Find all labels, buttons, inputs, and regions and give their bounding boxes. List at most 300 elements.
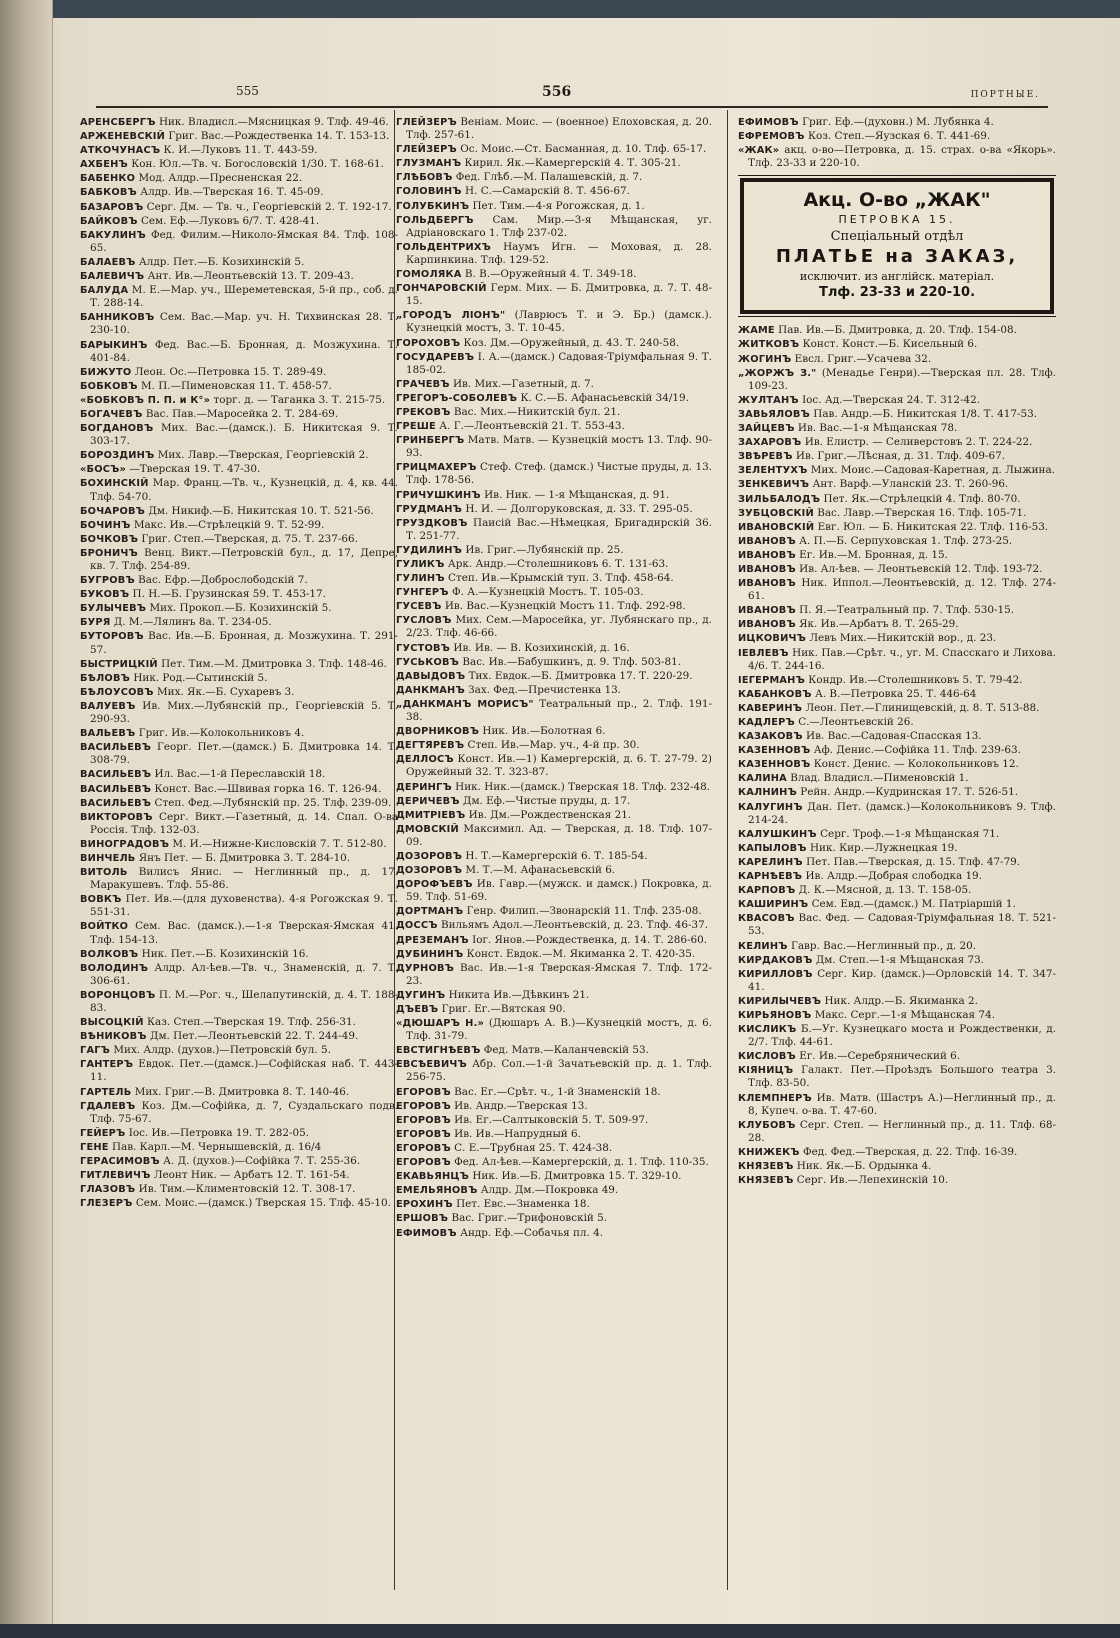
entry-name: ГУСЬКОВЪ	[396, 656, 460, 668]
entry-details: Ник. Пет.—Б. Козихинскій 16.	[138, 947, 309, 960]
directory-entry	[80, 1086, 398, 1099]
directory-entry	[80, 1016, 398, 1029]
entry-details: Аф. Денис.—Софійка 11. Тлф. 239-63.	[810, 744, 1021, 757]
entry-name: КАЛУШКИНЪ	[738, 828, 817, 840]
entry-name: ГРУДМАНЪ	[396, 503, 463, 515]
entry-details: Алдр. Пет.—Б. Козихинскій 5.	[135, 255, 305, 268]
directory-entry	[738, 563, 1056, 576]
entry-details: Ив. Елистр. — Селиверстовъ 2. Т. 224-22.	[801, 436, 1033, 449]
entry-name: БОЧАРОВЪ	[80, 505, 146, 517]
entry-details: Тих. Евдок.—Б. Дмитровка 17. Т. 220-29.	[465, 669, 693, 682]
entry-details: Ник. Алдр.—Б. Якиманка 2.	[821, 994, 978, 1007]
entry-details: Ник. Ив.—Б. Дмитровка 15. Т. 329-10.	[469, 1170, 682, 1183]
entry-name: КАБАНКОВЪ	[738, 688, 812, 700]
directory-entry	[738, 116, 1056, 129]
entry-details: Матв. Матв. — Кузнецкій мостъ 13. Тлф. 90-93.	[406, 434, 712, 460]
entry-name: КЕЛИНЪ	[738, 940, 788, 952]
directory-entry	[738, 618, 1056, 631]
entry-details: Ив. Мих.—Газетный, д. 7.	[449, 377, 594, 390]
directory-entry	[80, 962, 398, 988]
column-3-entries	[738, 324, 1056, 1187]
entry-name: КАШИРИНЪ	[738, 899, 809, 911]
entry-name: ЖАМЕ	[738, 325, 775, 337]
entry-name: ЕФИМОВЪ	[396, 1227, 457, 1239]
entry-name: КИРИЛЫЧЕВЪ	[738, 995, 822, 1007]
entry-details: Андр. Еф.—Собачья пл. 4.	[456, 1226, 604, 1239]
entry-details: Ник. Ник.—(дамск.) Тверская 18. Тлф. 232-48.	[451, 780, 711, 793]
entry-details: Конст. Конст.—Б. Кисельный 6.	[799, 338, 978, 351]
entry-name: ИВАНОВЪ	[738, 535, 796, 547]
directory-entry	[738, 688, 1056, 701]
entry-name: БАЛЕВИЧЪ	[80, 271, 145, 283]
entry-details: Іос. Ив.—Петровка 19. Т. 282-05.	[125, 1126, 310, 1139]
entry-details: Вас. Ег.—Срѣт. ч., 1-й Знаменскій 18.	[450, 1085, 661, 1098]
directory-entry	[396, 642, 712, 655]
directory-entry	[738, 130, 1056, 143]
entry-name: ЕФИМОВЪ	[738, 117, 799, 128]
entry-name: БУГРОВЪ	[80, 575, 135, 587]
directory-entry	[396, 157, 712, 170]
entry-details: Фед. Глѣб.—М. Палашевскій, д. 7.	[452, 171, 643, 184]
entry-name: ГЕЙЕРЪ	[80, 1127, 126, 1139]
entry-name: ГЛЕЙЗЕРЪ	[396, 144, 457, 156]
directory-entry	[80, 1183, 398, 1196]
directory-entry	[80, 602, 398, 615]
entry-name: БИЖУТО	[80, 366, 132, 378]
entry-name: ДУРНОВЪ	[396, 962, 455, 974]
entry-name: КИРЬЯНОВЪ	[738, 1009, 812, 1021]
entry-details: Макс. Серг.—1-я Мѣщанская 74.	[811, 1008, 995, 1021]
entry-details: Ник. Род.—Сытинскій 5.	[130, 671, 268, 684]
entry-name: ЗАВЬЯЛОВЪ	[738, 408, 810, 420]
entry-name: КАЛУГИНЪ	[738, 801, 803, 813]
entry-details: Пет. Евс.—Знаменка 18.	[452, 1198, 590, 1211]
directory-entry	[396, 1044, 712, 1057]
entry-details: Ник. Ив.—Болотная 6.	[479, 725, 606, 738]
entry-details: Сем. Евд.—(дамск.) М. Патріаршій 1.	[808, 898, 1016, 911]
directory-entry	[738, 744, 1056, 757]
entry-name: ГОСУДАРЕВЪ	[396, 351, 475, 363]
entry-details: Ил. Вас.—1-й Переславскій 18.	[151, 768, 326, 781]
entry-details: торг. д. — Таганка 3. Т. 215-75.	[210, 393, 386, 406]
entry-name: ЖУЛТАНЪ	[738, 394, 799, 406]
directory-entry	[396, 282, 712, 308]
directory-entry	[738, 535, 1056, 548]
entry-details: Н. Т.—Камергерскій 6. Т. 185-54.	[462, 849, 648, 862]
entry-name: ДЕРИЧЕВЪ	[396, 795, 460, 807]
entry-name: ВАСИЛЬЕВЪ	[80, 742, 152, 754]
entry-name: БѢЛОУСОВЪ	[80, 686, 154, 698]
entry-name: КИСЛИКЪ	[738, 1024, 797, 1036]
entry-name: КАВЕРИНЪ	[738, 702, 803, 714]
entry-details: Вас. Фед. — Садовая-Тріумфальная 18. Т. 521-53.	[748, 912, 1056, 938]
entry-name: ЕГОРОВЪ	[396, 1157, 451, 1169]
entry-name: ИВАНОВСКІЙ	[738, 521, 815, 533]
entry-details: Янъ Пет. — Б. Дмитровка 3. Т. 284-10.	[135, 851, 351, 864]
directory-entry	[80, 505, 398, 518]
entry-name: ГАНТЕРЪ	[80, 1059, 134, 1071]
entry-details: Ф. А.—Кузнецкій Мостъ. Т. 105-03.	[448, 586, 644, 599]
entry-name: ГОМОЛЯКА	[396, 269, 462, 281]
entry-details: Ник. Владисл.—Мясницкая 9. Тлф. 49-46.	[155, 116, 389, 128]
directory-entry	[396, 1198, 712, 1211]
entry-details: Вас. Пав.—Маросейка 2. Т. 284-69.	[142, 407, 339, 420]
entry-name: ВАСИЛЬЕВЪ	[80, 797, 152, 809]
directory-entry	[738, 394, 1056, 407]
entry-details: Степ. Ив.—Крымскій туп. 3. Тлф. 458-64.	[444, 572, 674, 585]
directory-entry	[738, 1050, 1056, 1063]
entry-name: ВОРОНЦОВЪ	[80, 989, 156, 1001]
directory-entry	[396, 600, 712, 613]
entry-details: Фед. Матв.—Каланчевскій 53.	[480, 1044, 649, 1057]
entry-name: ГЛЕЗЕРЪ	[80, 1198, 133, 1210]
entry-name: ЕВСТИГНѢЕВЪ	[396, 1045, 481, 1057]
entry-details: Дан. Пет. (дамск.)—Колокольниковъ 9. Тлф. 214-24.	[748, 800, 1056, 826]
directory-entry	[80, 1127, 398, 1140]
entry-name: ВИНОГРАДОВЪ	[80, 838, 170, 850]
directory-entry	[80, 229, 398, 255]
entry-details: М. Е.—Мар. уч., Шереметевская, 5-й пр., соб. д. Т. 288-14.	[90, 284, 398, 310]
entry-name: ВИТОЛЬ	[80, 867, 128, 879]
entry-details: Іог. Янов.—Рождественка, д. 14. Т. 286-60.	[468, 933, 708, 946]
entry-details: Дм. Пет.—Леонтьевскій 22. Т. 244-49.	[146, 1030, 359, 1043]
entry-name: ГИТЛЕВИЧЪ	[80, 1170, 151, 1182]
entry-name: ВѢНИКОВЪ	[80, 1031, 147, 1043]
directory-entry	[738, 507, 1056, 520]
directory-column-2	[396, 116, 712, 1586]
entry-name: ВЫСОЦКІЙ	[80, 1017, 144, 1029]
entry-details: Мих. Прокоп.—Б. Козихинскій 5.	[146, 602, 332, 615]
column-divider	[727, 110, 728, 1590]
entry-name: ЗАХАРОВЪ	[738, 437, 802, 449]
entry-details: Левъ Мих.—Никитскій вор., д. 23.	[806, 632, 997, 645]
directory-entry	[738, 786, 1056, 799]
entry-name: ГОНЧАРОВСКІЙ	[396, 283, 487, 295]
entry-name: ЕКАВЬЯНЦЪ	[396, 1171, 470, 1183]
entry-details: Фед. Филим.—Николо-Ямская 84. Тлф. 108-65.	[90, 228, 398, 254]
directory-entry	[738, 954, 1056, 967]
entry-details: Серг. Троф.—1-я Мѣщанская 71.	[816, 827, 1000, 840]
previous-page-number: 555	[236, 84, 259, 98]
directory-entry	[396, 214, 712, 240]
directory-entry	[738, 674, 1056, 687]
entry-name: БАКУЛИНЪ	[80, 229, 146, 241]
directory-entry	[396, 1114, 712, 1127]
directory-entry	[738, 856, 1056, 869]
entry-name: ВАЛЬЕВЪ	[80, 728, 136, 740]
directory-entry	[80, 339, 398, 365]
entry-name: ГУДИЛИНЪ	[396, 544, 463, 556]
directory-entry	[396, 1086, 712, 1099]
entry-name: ДАВЫДОВЪ	[396, 670, 466, 682]
directory-entry	[738, 632, 1056, 645]
directory-entry	[80, 547, 398, 573]
entry-details: Алдр. Дм.—Покровка 49.	[477, 1184, 619, 1197]
entry-details: Ив. Ив. — В. Козихинскій, д. 16.	[450, 641, 630, 654]
entry-name: „ЖОРЖЪ З."	[738, 367, 817, 379]
directory-entry	[738, 1160, 1056, 1173]
entry-name: „ДАНКМАНЪ МОРИСЪ"	[396, 698, 534, 710]
directory-entry	[738, 464, 1056, 477]
directory-entry	[396, 143, 712, 156]
entry-details: Ег. Ив.—М. Бронная, д. 15.	[795, 548, 948, 561]
entry-name: «БОСЪ»	[80, 464, 127, 476]
directory-entry	[738, 870, 1056, 883]
entry-name: КАРПОВЪ	[738, 885, 796, 897]
directory-entry	[80, 144, 398, 157]
directory-entry	[80, 519, 398, 532]
directory-column-1	[80, 116, 398, 1586]
directory-entry	[80, 215, 398, 228]
directory-entry	[80, 574, 398, 587]
entry-details: Коз. Дм.—Оружейный, д. 43. Т. 240-58.	[460, 336, 680, 349]
entry-name: «БОБКОВЪ П. П. и К°»	[80, 394, 211, 406]
directory-entry	[396, 241, 712, 267]
entry-details: Ив. Тим.—Климентовскій 12. Т. 308-17.	[135, 1183, 356, 1196]
entry-details: Алдр. Ал-ѣев.—Тв. ч., Знаменскій, д. 7. Т. 306-61.	[90, 961, 398, 987]
entry-name: АТКОЧУНАСЪ	[80, 145, 161, 157]
directory-entry	[80, 394, 398, 407]
entry-details: Ник. Кир.—Лужнецкая 19.	[806, 841, 958, 854]
entry-name: ГУЛИНЪ	[396, 573, 445, 585]
directory-entry	[396, 1128, 712, 1141]
directory-entry	[738, 647, 1056, 673]
entry-details: Пет. Як.—Стрѣлецкій 4. Тлф. 80-70.	[820, 492, 1021, 505]
entry-name: ИВАНОВЪ	[738, 605, 796, 617]
directory-entry	[738, 478, 1056, 491]
directory-entry	[80, 130, 398, 143]
directory-entry	[396, 878, 712, 904]
entry-name: БОЧКОВЪ	[80, 533, 139, 545]
entry-name: БѢЛОВЪ	[80, 672, 131, 684]
entry-details: Ив. Ал-ѣев. — Леонтьевскій 12. Тлф. 193-72.	[795, 562, 1043, 575]
directory-entry	[396, 185, 712, 198]
entry-details: Григ. Ег.—Вятская 90.	[438, 1003, 566, 1015]
entry-details: Вас. Ив.—Б. Бронная, д. Мозжухина. Т. 291-57.	[90, 630, 398, 656]
page-header	[96, 84, 1048, 106]
entry-name: КАЗЕННОВЪ	[738, 745, 811, 757]
column-3-top-entries	[738, 116, 1056, 170]
entry-details: (Менадье Генри).—Тверская пл. 28. Тлф. 109-23.	[748, 366, 1056, 392]
entry-details: Д. К.—Мясной, д. 13. Т. 158-05.	[795, 884, 972, 897]
entry-name: БАННИКОВЪ	[80, 312, 155, 324]
top-edge	[0, 0, 1120, 18]
entry-details: Арк. Андр.—Столешниковъ 6. Т. 131-63.	[444, 558, 669, 570]
directory-entry	[738, 1119, 1056, 1145]
directory-entry	[396, 1017, 712, 1043]
entry-name: ДОРОФЪЕВЪ	[396, 879, 473, 891]
directory-entry	[396, 753, 712, 779]
directory-entry	[80, 1100, 398, 1126]
entry-name: «ЖАК»	[738, 145, 780, 157]
entry-name: ГЛЕЙЗЕРЪ	[396, 117, 457, 128]
directory-entry	[80, 380, 398, 393]
entry-name: ДРЕЗЕМАНЪ	[396, 934, 469, 946]
entry-name: ДВОРНИКОВЪ	[396, 726, 480, 738]
directory-entry	[738, 940, 1056, 953]
entry-details: К. И.—Луковъ 11. Т. 443-59.	[160, 144, 318, 157]
directory-entry	[396, 1212, 712, 1225]
previous-page-gutter	[0, 0, 53, 1638]
entry-details: Мод. Алдр.—Пресненская 22.	[135, 172, 303, 185]
entry-name: ГРИЧУШКИНЪ	[396, 489, 481, 501]
entry-name: ДУБИНИНЪ	[396, 948, 464, 960]
entry-name: ЗВѢРЕВЪ	[738, 451, 793, 463]
entry-details: Ив. Григ.—Лѣсная, д. 31. Тлф. 409-67.	[792, 450, 1006, 463]
directory-entry	[738, 758, 1056, 771]
directory-entry	[80, 811, 398, 837]
entry-name: ГРЕШЕ	[396, 421, 436, 433]
entry-details: Евсл. Григ.—Усачева 32.	[791, 352, 932, 365]
entry-details: Абр. Сол.—1-й Зачатьевскій пр. д. 1. Тлф. 256-75.	[406, 1058, 712, 1084]
entry-name: КНЯЗЕВЪ	[738, 1161, 794, 1172]
entry-name: КАЛНИНЪ	[738, 787, 797, 799]
directory-entry	[396, 934, 712, 947]
entry-name: ДЕЛЛОСЪ	[396, 754, 454, 766]
entry-name: БОРОЗДИНЪ	[80, 450, 155, 462]
directory-entry	[396, 1227, 712, 1240]
entry-details: Галакт. Пет.—Проѣздъ Большого театра 3. Тлф. 83-50.	[748, 1064, 1056, 1090]
entry-name: БОГАЧЕВЪ	[80, 408, 143, 420]
entry-details: Георг. Пет.—(дамск.) Б. Дмитровка 14. Т. 308-79.	[90, 741, 398, 767]
directory-entry	[396, 670, 712, 683]
entry-details: Каз. Степ.—Тверская 19. Тлф. 256-31.	[143, 1016, 356, 1029]
entry-name: ВОЛОДИНЪ	[80, 962, 149, 974]
entry-details: Ник. Як.—Б. Ордынка 4.	[793, 1160, 932, 1172]
entry-name: КАЗЕННОВЪ	[738, 759, 811, 771]
entry-details: Стеф. Стеф. (дамск.) Чистые пруды, д. 13. Тлф. 178-56.	[406, 461, 712, 487]
entry-details: Ив. Матв. (Шастръ А.)—Неглинный пр., д. 8, Купеч. о-ва. Т. 47-60.	[748, 1091, 1056, 1117]
directory-entry	[396, 489, 712, 502]
entry-details: Пав. Карл.—М. Чернышевскій, д. 16/4	[108, 1140, 322, 1153]
entry-name: КАЛИНА	[738, 773, 787, 785]
entry-name: ВИКТОРОВЪ	[80, 811, 153, 823]
entry-name: КАПЫЛОВЪ	[738, 842, 807, 854]
entry-details: С.—Леонтьевскій 26.	[794, 716, 914, 728]
ad-title: Акц. О-во „ЖАК"	[803, 189, 991, 212]
entry-details: Зах. Фед.—Пречистенка 13.	[464, 683, 621, 696]
directory-entry	[396, 989, 712, 1002]
entry-details: Кон. Юл.—Тв. ч. Богословскій 1/30. Т. 168-61.	[127, 158, 384, 171]
entry-details: А. Г.—Леонтьевскій 21. Т. 553-43.	[435, 420, 625, 433]
entry-details: Веніам. Моис. — (военное) Елоховская, д. 20. Тлф. 257-61.	[406, 116, 712, 142]
directory-entry	[80, 408, 398, 421]
directory-entry	[738, 521, 1056, 534]
entry-details: Леонт Ник. — Арбатъ 12. Т. 161-54.	[150, 1169, 350, 1182]
directory-entry	[80, 1030, 398, 1043]
entry-details: Ив. Ив.—Напрудный 6.	[450, 1127, 581, 1140]
directory-entry	[80, 727, 398, 740]
entry-name: КАЗАКОВЪ	[738, 731, 803, 743]
entry-details: Вас. Ив.—1-я Тверская-Ямская 7. Тлф. 172-23.	[406, 961, 712, 987]
entry-details: Серг. Степ. — Неглинный пр., д. 11. Тлф. 68-28.	[748, 1118, 1056, 1144]
entry-name: БЫСТРИЦКІЙ	[80, 658, 158, 670]
directory-entry	[738, 912, 1056, 938]
entry-name: ІЕВЛЕВЪ	[738, 647, 789, 659]
entry-details: Сем. Еф.—Луковъ 6/7. Т. 428-41.	[137, 214, 320, 227]
entry-name: ГЛУЗМАНЪ	[396, 158, 462, 170]
entry-details: Дм. Степ.—1-я Мѣщанская 73.	[812, 953, 984, 966]
section-heading: ПОРТНЫЕ.	[970, 90, 1040, 100]
entry-details: Вас. Ив.—Бабушкинъ, д. 9. Тлф. 503-81.	[459, 655, 682, 668]
directory-entry	[80, 284, 398, 310]
entry-name: ИВАНОВЪ	[738, 619, 796, 631]
entry-name: ГОРОХОВЪ	[396, 337, 461, 349]
entry-name: ГАРТЕЛЬ	[80, 1086, 132, 1098]
entry-details: Мих. Моис.—Садовая-Каретная, д. Лыжина.	[807, 464, 1055, 477]
directory-entry	[396, 905, 712, 918]
entry-details: Пет. Ив.—(для духовенства). 4-я Рогожская 9. Т. 551-31.	[90, 893, 398, 919]
entry-details: Мих. Сем.—Маросейка, уг. Лубянскаго пр., д. 2/23. Тлф. 46-66.	[406, 614, 712, 640]
entry-details: Григ. Ив.—Колокольниковъ 4.	[135, 727, 305, 740]
entry-name: АРЖЕНЕВСКІЙ	[80, 131, 166, 143]
directory-entry	[396, 739, 712, 752]
entry-details: Пет. Тим.—М. Дмитровка 3. Тлф. 148-46.	[157, 657, 387, 670]
entry-details: Конст. Евдок.—М. Якиманка 2. Т. 420-35.	[463, 947, 696, 960]
bottom-edge	[0, 1624, 1120, 1638]
directory-entry	[738, 1092, 1056, 1118]
directory-entry	[396, 544, 712, 557]
entry-name: ГРИЦМАХЕРЪ	[396, 462, 477, 474]
entry-details: М. И.—Нижне-Кисловскій 7. Т. 512-80.	[169, 837, 387, 850]
entry-details: Мих. Лавр.—Тверская, Георгіевскій 2.	[154, 449, 369, 462]
directory-entry	[396, 1003, 712, 1016]
directory-entry	[80, 658, 398, 671]
directory-entry	[738, 730, 1056, 743]
entry-details: Ив. Григ.—Лубянскій пр. 25.	[462, 543, 624, 556]
entry-name: ЗЕЛЕНТУХЪ	[738, 465, 808, 477]
directory-entry	[396, 1100, 712, 1113]
entry-details: Мих. Як.—Б. Сухаревъ 3.	[153, 685, 295, 698]
directory-entry	[80, 630, 398, 656]
directory-entry	[738, 828, 1056, 841]
directory-entry	[80, 768, 398, 781]
entry-name: КНЯЗЕВЪ	[738, 1175, 794, 1187]
entry-name: ВОВКЪ	[80, 894, 122, 906]
directory-entry	[738, 995, 1056, 1008]
entry-name: ГРЕКОВЪ	[396, 406, 451, 418]
entry-details: Максимил. Ад. — Тверская, д. 18. Тлф. 107-09.	[406, 822, 712, 848]
entry-name: ГРИНБЕРГЪ	[396, 435, 465, 447]
entry-name: ДОЗОРОВЪ	[396, 865, 463, 877]
entry-name: АХБЕНЪ	[80, 159, 128, 171]
directory-entry	[396, 823, 712, 849]
entry-name: ГУСЛОВЪ	[396, 615, 452, 627]
directory-entry	[80, 686, 398, 699]
directory-entry	[80, 533, 398, 546]
entry-details: —Тверская 19. Т. 47-30.	[126, 463, 261, 476]
entry-details: І. А.—(дамск.) Садовая-Тріумфальная 9. Т. 185-02.	[406, 350, 712, 376]
entry-name: ГРЕГОРЪ-СОБОЛЕВЪ	[396, 392, 518, 404]
directory-entry	[80, 616, 398, 629]
entry-details: Ив. Вас.—Садовая-Спасская 13.	[802, 730, 982, 743]
entry-details: Генр. Филип.—Звонарскій 11. Тлф. 235-08.	[463, 905, 702, 918]
entry-name: БОХИНСКІЙ	[80, 478, 149, 490]
entry-details: Ив. Дм.—Рождественская 21.	[465, 808, 632, 821]
entry-details: Мих. Вас.—(дамск.). Б. Никитская 9. Т. 303-17.	[90, 422, 398, 448]
directory-entry	[80, 797, 398, 810]
entry-name: КВАСОВЪ	[738, 913, 795, 925]
directory-entry	[80, 311, 398, 337]
entry-name: ЖОГИНЪ	[738, 353, 792, 365]
entry-details: Евг. Юл. — Б. Никитская 22. Тлф. 116-53.	[814, 520, 1049, 533]
entry-name: ВИНЧЕЛЬ	[80, 852, 136, 864]
entry-name: БУРЯ	[80, 617, 111, 629]
entry-details: Коз. Степ.—Яузская 6. Т. 441-69.	[804, 130, 991, 143]
entry-name: ГДАЛЕВЪ	[80, 1100, 136, 1112]
entry-details: Серг. Ив.—Лепехинскій 10.	[793, 1174, 949, 1187]
entry-name: ЗУБЦОВСКІЙ	[738, 507, 814, 519]
